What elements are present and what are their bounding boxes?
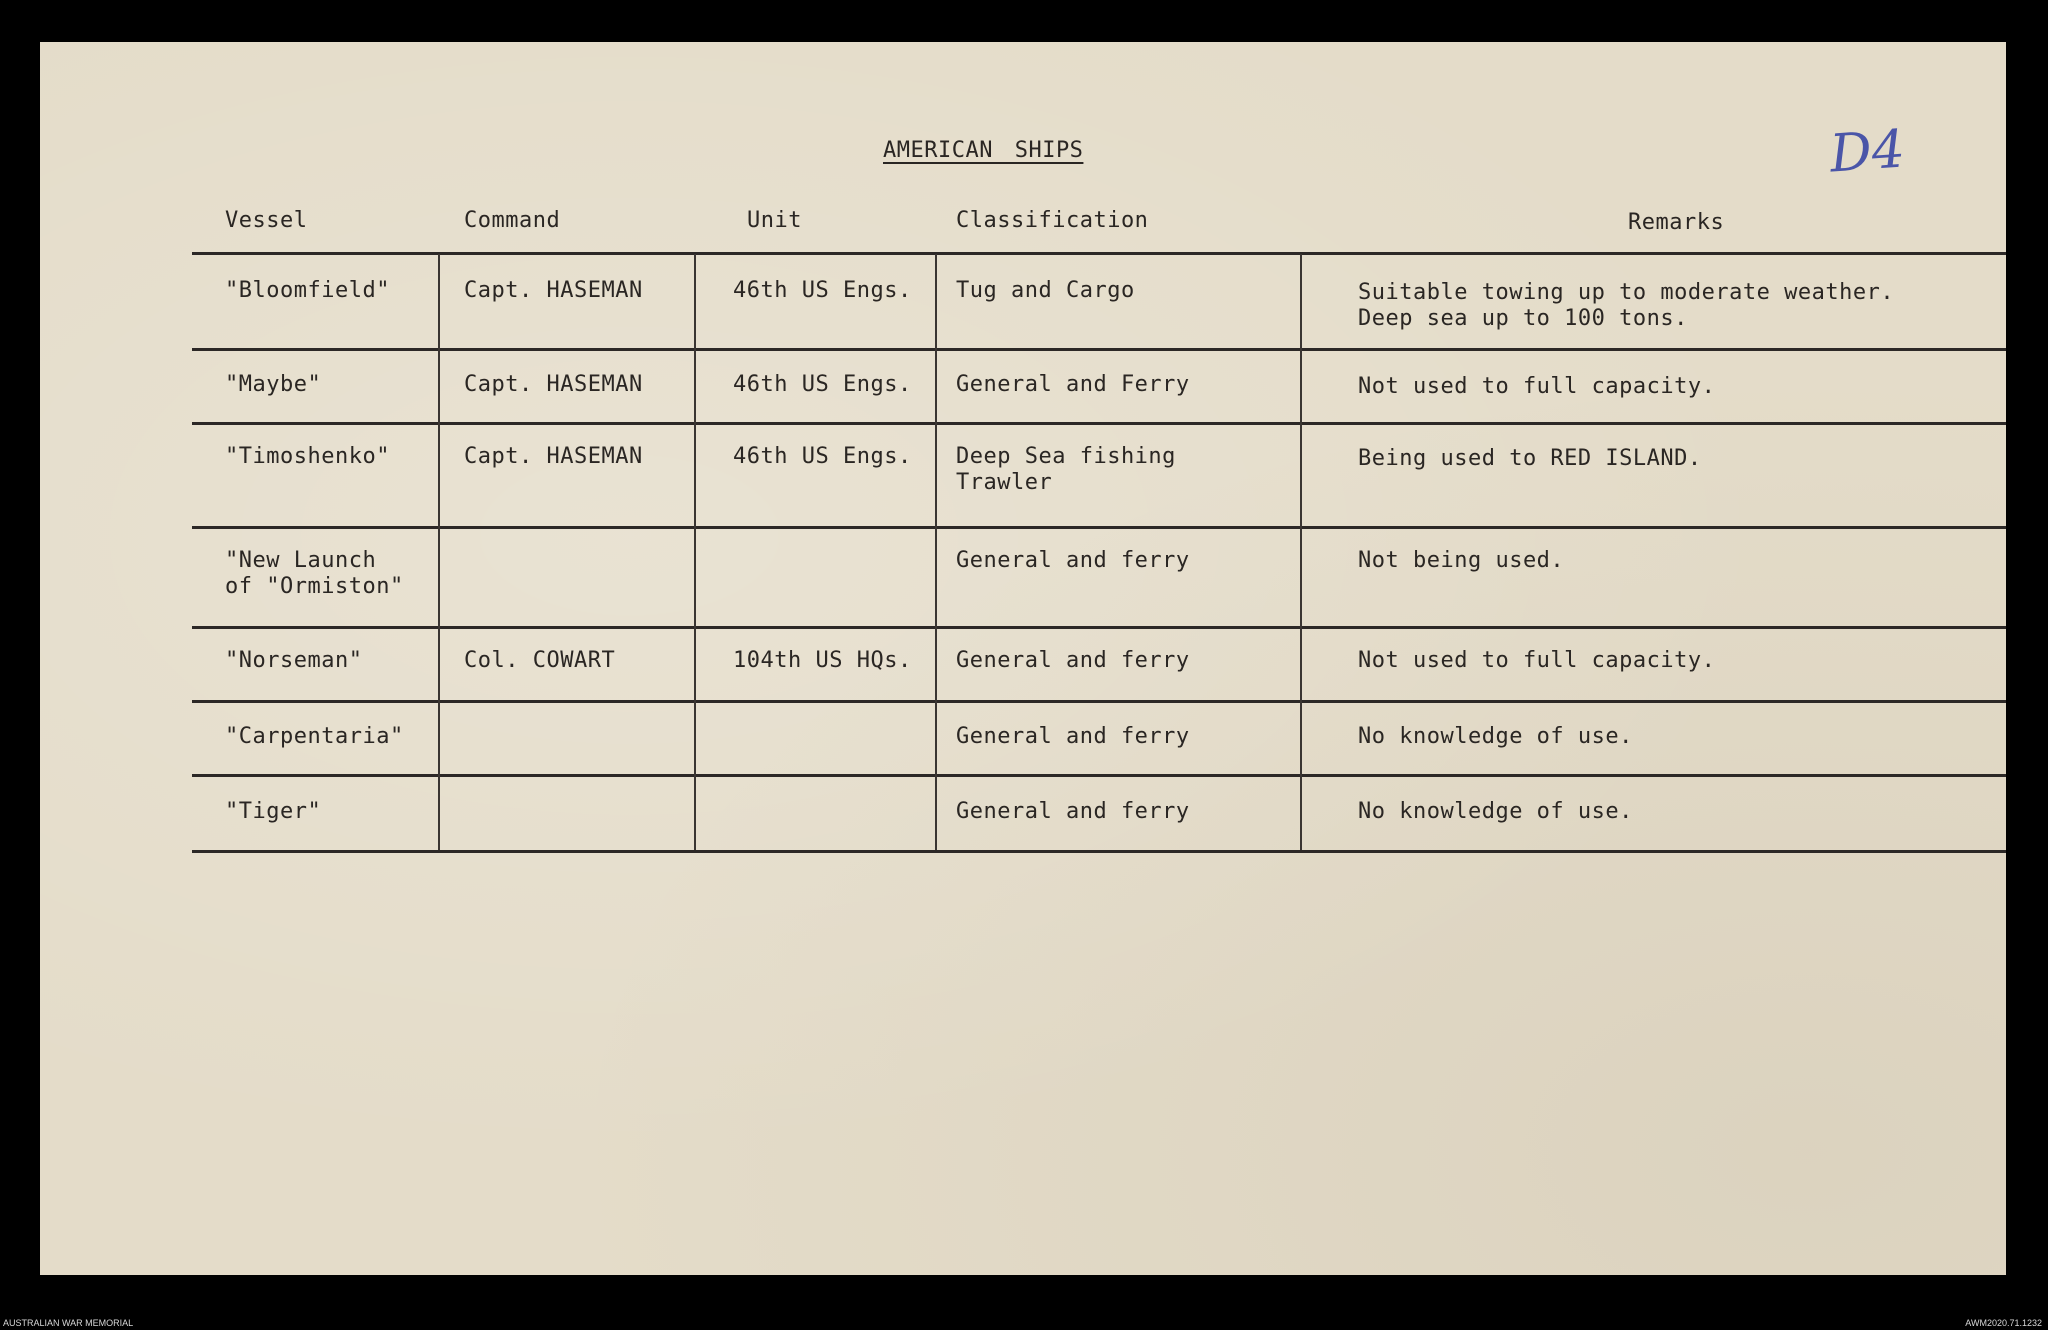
table-cell-vessel: "Tiger" <box>225 799 322 824</box>
table-cell-remarks: Suitable towing up to moderate weather. Deep sea up to 100 tons. <box>1358 280 1895 331</box>
table-cell-unit: 46th US Engs. <box>733 372 912 397</box>
column-divider <box>694 254 696 850</box>
table-cell-remarks: Not used to full capacity. <box>1358 374 1716 399</box>
table-cell-remarks: Being used to RED ISLAND. <box>1358 446 1702 471</box>
footer-right-text: AWM2020.71.1232 <box>1965 1318 2042 1328</box>
header-remarks: Remarks <box>1628 210 1725 235</box>
table-cell-classification: Deep Sea fishing Trawler <box>956 444 1176 495</box>
table-cell-classification: General and ferry <box>956 799 1190 824</box>
table-cell-classification: General and ferry <box>956 648 1190 673</box>
table-cell-classification: General and ferry <box>956 548 1190 573</box>
table-cell-vessel: "New Launch of "Ormiston" <box>225 548 404 599</box>
table-cell-command: Capt. HASEMAN <box>464 372 643 397</box>
table-cell-remarks: No knowledge of use. <box>1358 799 1633 824</box>
table-rule <box>192 774 2006 777</box>
header-classification: Classification <box>956 208 1149 233</box>
table-rule <box>192 850 2006 853</box>
table-rule <box>192 348 2006 351</box>
table-cell-remarks: No knowledge of use. <box>1358 724 1633 749</box>
table-cell-classification: General and Ferry <box>956 372 1190 397</box>
table-cell-vessel: "Maybe" <box>225 372 322 397</box>
column-divider <box>1300 254 1302 850</box>
table-rule <box>192 422 2006 425</box>
table-rule <box>192 700 2006 703</box>
table-cell-vessel: "Bloomfield" <box>225 278 390 303</box>
document-page <box>40 42 2006 1275</box>
table-cell-classification: Tug and Cargo <box>956 278 1135 303</box>
column-divider <box>438 254 440 850</box>
table-cell-vessel: "Norseman" <box>225 648 363 673</box>
table-cell-remarks: Not being used. <box>1358 548 1565 573</box>
header-unit: Unit <box>747 208 802 233</box>
table-rule <box>192 252 2006 255</box>
header-command: Command <box>464 208 561 233</box>
table-cell-vessel: "Carpentaria" <box>225 724 404 749</box>
footer-left-text: AUSTRALIAN WAR MEMORIAL <box>3 1318 134 1328</box>
table-rule <box>192 526 2006 529</box>
table-cell-unit: 46th US Engs. <box>733 444 912 469</box>
table-cell-remarks: Not used to full capacity. <box>1358 648 1716 673</box>
table-cell-command: Capt. HASEMAN <box>464 444 643 469</box>
column-divider <box>935 254 937 850</box>
handwritten-annotation: D4 <box>1827 119 1907 185</box>
table-rule <box>192 626 2006 629</box>
table-cell-unit: 104th US HQs. <box>733 648 912 673</box>
table-cell-vessel: "Timoshenko" <box>225 444 390 469</box>
header-vessel: Vessel <box>225 208 308 233</box>
document-title: AMERICAN SHIPS <box>883 138 1084 163</box>
table-cell-unit: 46th US Engs. <box>733 278 912 303</box>
table-cell-command: Capt. HASEMAN <box>464 278 643 303</box>
table-cell-classification: General and ferry <box>956 724 1190 749</box>
table-cell-command: Col. COWART <box>464 648 616 673</box>
